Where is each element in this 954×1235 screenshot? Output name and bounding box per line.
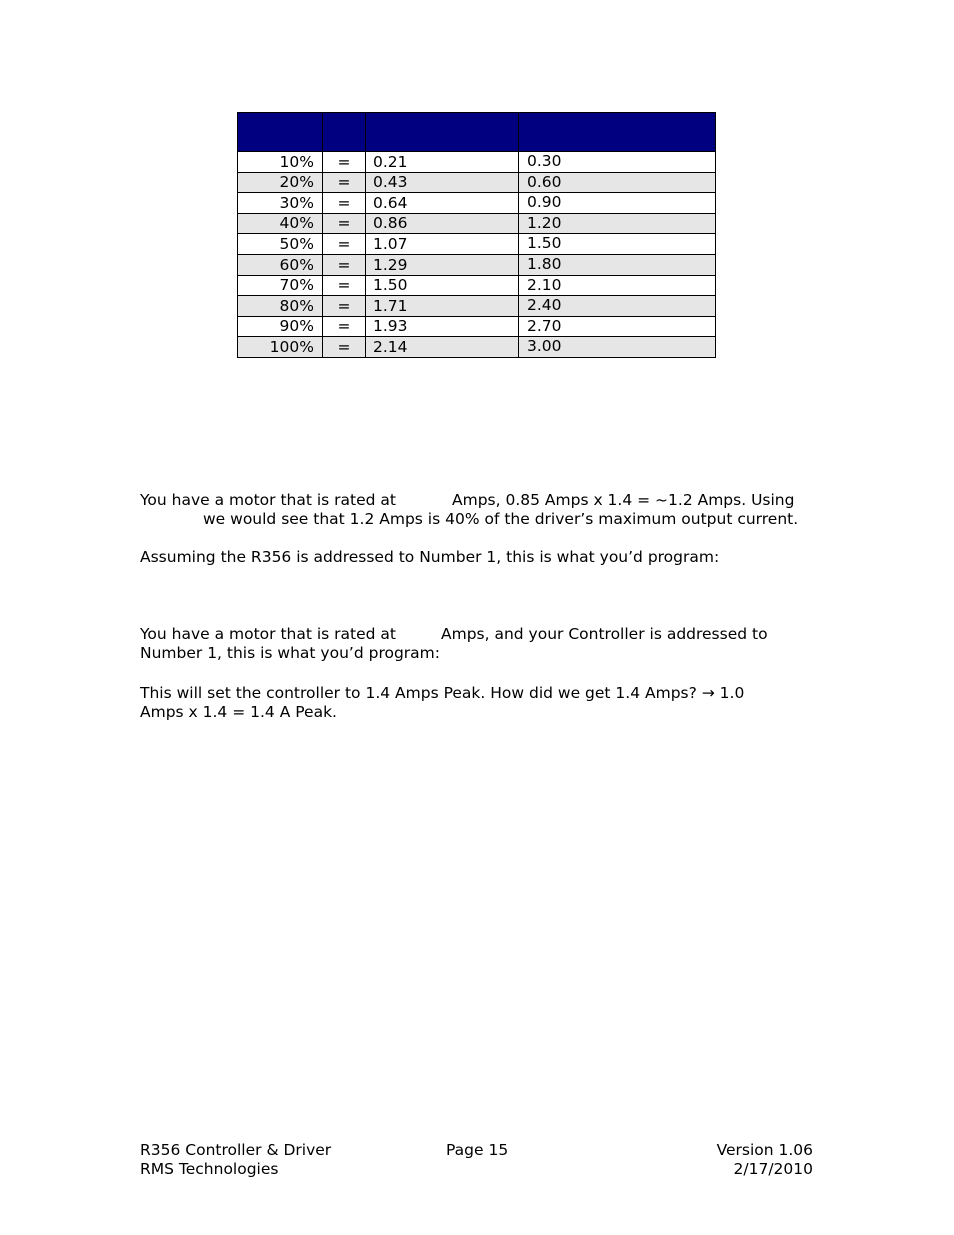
- rms-amps-cell: 1.07: [366, 234, 519, 255]
- equals-cell: =: [323, 316, 366, 337]
- example1-text-line2: we would see that 1.2 Amps is 40% of the driver’s maximum output current.: [203, 510, 799, 528]
- footer-date: 2/17/2010: [733, 1160, 813, 1178]
- rms-amps-cell: 1.71: [366, 296, 519, 317]
- rms-amps-cell: 1.93: [366, 316, 519, 337]
- percent-cell: 40%: [238, 213, 323, 234]
- example2-text-line2: Number 1, this is what you’d program:: [140, 644, 440, 662]
- percent-cell: 100%: [238, 337, 323, 358]
- equals-cell: =: [323, 337, 366, 358]
- footer-company: RMS Technologies: [140, 1160, 279, 1178]
- table-row: [238, 152, 716, 173]
- peak-amps-cell: 2.10: [519, 275, 716, 296]
- table-row: [238, 296, 716, 317]
- table-row: [238, 254, 716, 275]
- example2-text-part1: You have a motor that is rated at: [140, 625, 397, 643]
- peak-amps-cell: 3.00: [519, 337, 716, 358]
- percent-cell: 30%: [238, 193, 323, 214]
- percent-cell: 90%: [238, 316, 323, 337]
- equals-cell: =: [323, 172, 366, 193]
- table-header-row: [238, 113, 716, 152]
- example2-text-part2: Amps, and your Controller is addressed to: [441, 625, 768, 643]
- example1-text-part1: You have a motor that is rated at: [140, 491, 397, 509]
- table-row: [238, 213, 716, 234]
- footer-product: R356 Controller & Driver: [140, 1141, 332, 1159]
- table-row: [238, 172, 716, 193]
- percent-cell: 50%: [238, 234, 323, 255]
- example1-text-line3: Assuming the R356 is addressed to Number 1, this is what you’d program:: [140, 548, 720, 566]
- peak-amps-cell: 0.60: [519, 172, 716, 193]
- footer-version: Version 1.06: [716, 1141, 813, 1159]
- rms-amps-cell: 0.64: [366, 193, 519, 214]
- peak-amps-cell: 1.80: [519, 254, 716, 275]
- current-table: [237, 112, 716, 358]
- equals-cell: =: [323, 254, 366, 275]
- example2-text-line4: Amps x 1.4 = 1.4 A Peak.: [140, 703, 337, 721]
- peak-amps-cell: 2.70: [519, 316, 716, 337]
- header-cell-rms: [366, 113, 519, 152]
- peak-amps-cell: 0.30: [519, 152, 716, 173]
- rms-amps-cell: 0.21: [366, 152, 519, 173]
- equals-cell: =: [323, 152, 366, 173]
- table-row: [238, 316, 716, 337]
- percent-cell: 70%: [238, 275, 323, 296]
- rms-amps-cell: 0.43: [366, 172, 519, 193]
- peak-amps-cell: 0.90: [519, 193, 716, 214]
- equals-cell: =: [323, 275, 366, 296]
- percent-cell: 10%: [238, 152, 323, 173]
- percent-cell: 80%: [238, 296, 323, 317]
- percent-cell: 60%: [238, 254, 323, 275]
- equals-cell: =: [323, 296, 366, 317]
- rms-amps-cell: 1.50: [366, 275, 519, 296]
- footer-page-number: Page 15: [446, 1141, 509, 1159]
- table-row: [238, 275, 716, 296]
- table-row: [238, 234, 716, 255]
- peak-amps-cell: 1.50: [519, 234, 716, 255]
- equals-cell: =: [323, 213, 366, 234]
- rms-amps-cell: 2.14: [366, 337, 519, 358]
- rms-amps-cell: 0.86: [366, 213, 519, 234]
- header-cell-percent: [238, 113, 323, 152]
- table-row: [238, 193, 716, 214]
- peak-amps-cell: 1.20: [519, 213, 716, 234]
- example1-text-part2: Amps, 0.85 Amps x 1.4 = ~1.2 Amps. Using: [452, 491, 795, 509]
- equals-cell: =: [323, 234, 366, 255]
- table-row: [238, 337, 716, 358]
- peak-amps-cell: 2.40: [519, 296, 716, 317]
- example2-text-line3: This will set the controller to 1.4 Amps Peak. How did we get 1.4 Amps? → 1.0: [140, 684, 745, 702]
- percent-cell: 20%: [238, 172, 323, 193]
- header-cell-peak: [519, 113, 716, 152]
- equals-cell: =: [323, 193, 366, 214]
- header-cell-equals: [323, 113, 366, 152]
- rms-amps-cell: 1.29: [366, 254, 519, 275]
